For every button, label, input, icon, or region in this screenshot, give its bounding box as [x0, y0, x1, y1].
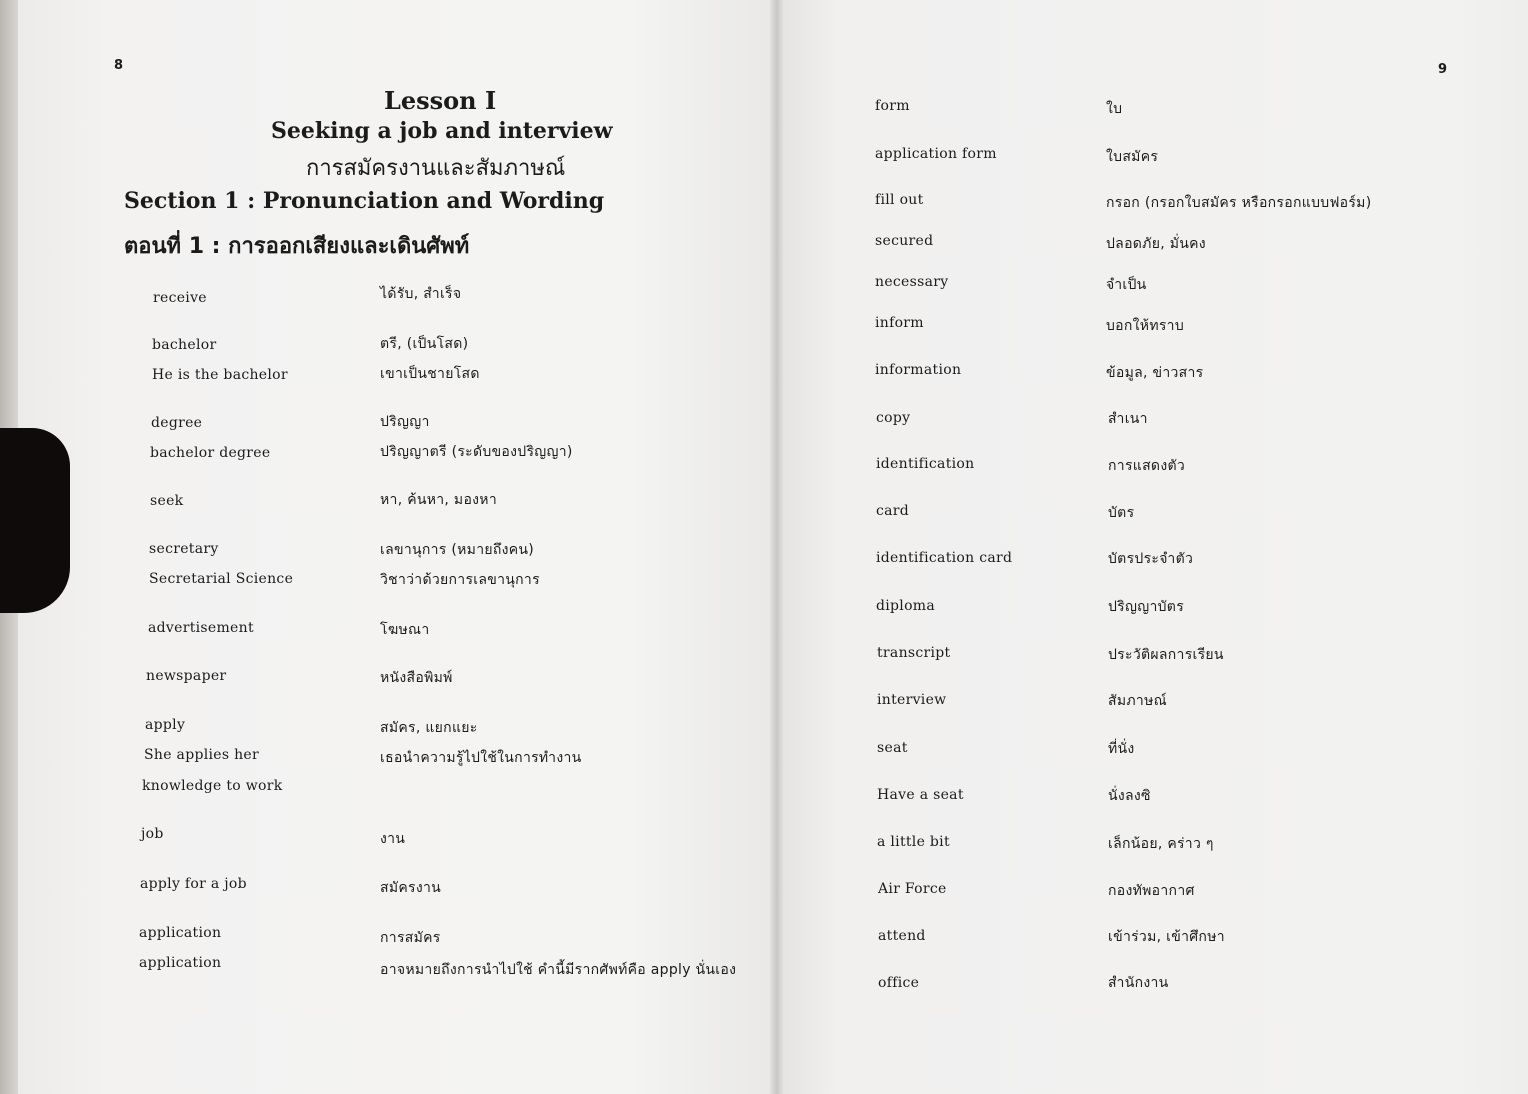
vocab-thai-meaning: โฆษณา — [380, 622, 430, 638]
vocab-thai-meaning: ที่นั่ง — [1108, 741, 1135, 757]
lesson-title: Lesson I — [384, 86, 497, 115]
vocab-english-term: transcript — [877, 645, 951, 661]
vocab-english-term: form — [875, 98, 910, 114]
vocab-english-term: secured — [875, 233, 934, 249]
vocab-thai-meaning: สัมภาษณ์ — [1108, 693, 1167, 709]
binder-clip — [0, 428, 70, 613]
left-page — [18, 0, 778, 1094]
vocab-thai-meaning: งาน — [380, 831, 406, 847]
vocab-thai-meaning: กรอก (กรอกใบสมัคร หรือกรอกแบบฟอร์ม) — [1106, 195, 1372, 211]
vocab-thai-meaning: ปริญญาตรี (ระดับของปริญญา) — [380, 444, 573, 460]
vocab-thai-meaning: สำเนา — [1108, 411, 1148, 427]
vocab-thai-meaning: ประวัติผลการเรียน — [1108, 647, 1224, 663]
vocab-english-term: seat — [877, 740, 908, 756]
vocab-english-term: Secretarial Science — [149, 571, 294, 587]
vocab-thai-meaning: ข้อมูล, ข่าวสาร — [1106, 365, 1204, 381]
vocab-thai-meaning: อาจหมายถึงการนำไปใช้ คำนี้มีรากศัพท์คือ apply นั่นเอง — [380, 962, 737, 978]
vocab-english-term: apply for a job — [140, 876, 247, 892]
vocab-thai-meaning: ได้รับ, สำเร็จ — [380, 286, 462, 302]
vocab-english-term: copy — [876, 410, 911, 426]
vocab-thai-meaning: การสมัคร — [380, 930, 441, 946]
vocab-english-term: She applies her — [144, 747, 259, 763]
vocab-thai-meaning: จำเป็น — [1106, 277, 1147, 293]
vocab-english-term: bachelor degree — [150, 445, 271, 461]
vocab-english-term: necessary — [875, 274, 949, 290]
vocab-english-term: fill out — [875, 192, 924, 208]
vocab-english-term: application — [139, 955, 222, 971]
vocab-english-term: diploma — [876, 598, 936, 614]
section-heading-en: Section 1 : Pronunciation and Wording — [124, 188, 605, 214]
vocab-thai-meaning: ใบ — [1106, 101, 1123, 117]
vocab-thai-meaning: สำนักงาน — [1108, 975, 1169, 991]
vocab-english-term: bachelor — [152, 337, 217, 353]
vocab-thai-meaning: บอกให้ทราบ — [1106, 318, 1185, 334]
vocab-thai-meaning: เธอนำความรู้ไปใช้ในการทำงาน — [380, 750, 582, 766]
vocab-english-term: identification card — [876, 550, 1013, 566]
vocab-english-term: receive — [153, 290, 207, 306]
vocab-thai-meaning: นั่งลงซิ — [1108, 788, 1151, 804]
vocab-english-term: job — [141, 826, 164, 842]
vocab-english-term: application — [139, 925, 222, 941]
vocab-thai-meaning: บัตร — [1108, 505, 1135, 521]
vocab-english-term: application form — [875, 146, 997, 162]
vocab-thai-meaning: วิชาว่าด้วยการเลขานุการ — [380, 572, 540, 588]
vocab-thai-meaning: ปริญญา — [380, 414, 430, 430]
vocab-english-term: He is the bachelor — [152, 367, 288, 383]
vocab-english-term: Air Force — [878, 881, 947, 897]
vocab-english-term: advertisement — [148, 620, 254, 636]
vocab-english-term: office — [878, 975, 920, 991]
vocab-english-term: interview — [877, 692, 947, 708]
vocab-thai-meaning: บัตรประจำตัว — [1108, 551, 1194, 567]
vocab-thai-meaning: กองทัพอากาศ — [1108, 883, 1195, 899]
vocab-thai-meaning: ตรี, (เป็นโสด) — [380, 336, 469, 352]
vocab-thai-meaning: เข้าร่วม, เข้าศึกษา — [1108, 929, 1225, 945]
vocab-thai-meaning: ปริญญาบัตร — [1108, 599, 1185, 615]
vocab-thai-meaning: ใบสมัคร — [1106, 149, 1159, 165]
page-number-left: 8 — [114, 58, 124, 73]
vocab-thai-meaning: เขาเป็นชายโสด — [380, 366, 480, 382]
vocab-english-term: inform — [875, 315, 924, 331]
vocab-english-term: identification — [876, 456, 975, 472]
vocab-thai-meaning: หา, ค้นหา, มองหา — [380, 492, 497, 508]
vocab-english-term: seek — [150, 493, 184, 509]
vocab-english-term: card — [876, 503, 910, 519]
right-page — [778, 0, 1528, 1094]
vocab-english-term: degree — [151, 415, 203, 431]
vocab-english-term: a little bit — [877, 834, 950, 850]
vocab-english-term: information — [875, 362, 962, 378]
lesson-subtitle: Seeking a job and interview — [271, 118, 613, 144]
book-gutter — [770, 0, 784, 1094]
section-heading-th: ตอนที่ 1 : การออกเสียงและเดินศัพท์ — [124, 234, 470, 259]
vocab-english-term: knowledge to work — [142, 778, 283, 794]
lesson-subtitle-thai: การสมัครงานและสัมภาษณ์ — [306, 156, 566, 181]
vocab-thai-meaning: หนังสือพิมพ์ — [380, 670, 453, 686]
vocab-english-term: secretary — [149, 541, 219, 557]
vocab-english-term: apply — [145, 717, 186, 733]
vocab-english-term: attend — [878, 928, 926, 944]
vocab-thai-meaning: ปลอดภัย, มั่นคง — [1106, 236, 1206, 252]
vocab-thai-meaning: เล็กน้อย, คร่าว ๆ — [1108, 836, 1214, 852]
vocab-thai-meaning: สมัครงาน — [380, 880, 442, 896]
vocab-thai-meaning: สมัคร, แยกแยะ — [380, 720, 478, 736]
vocab-english-term: Have a seat — [877, 787, 964, 803]
vocab-english-term: newspaper — [146, 668, 227, 684]
vocab-thai-meaning: เลขานุการ (หมายถึงคน) — [380, 542, 535, 558]
page-number-right: 9 — [1438, 62, 1448, 77]
vocab-thai-meaning: การแสดงตัว — [1108, 458, 1186, 474]
